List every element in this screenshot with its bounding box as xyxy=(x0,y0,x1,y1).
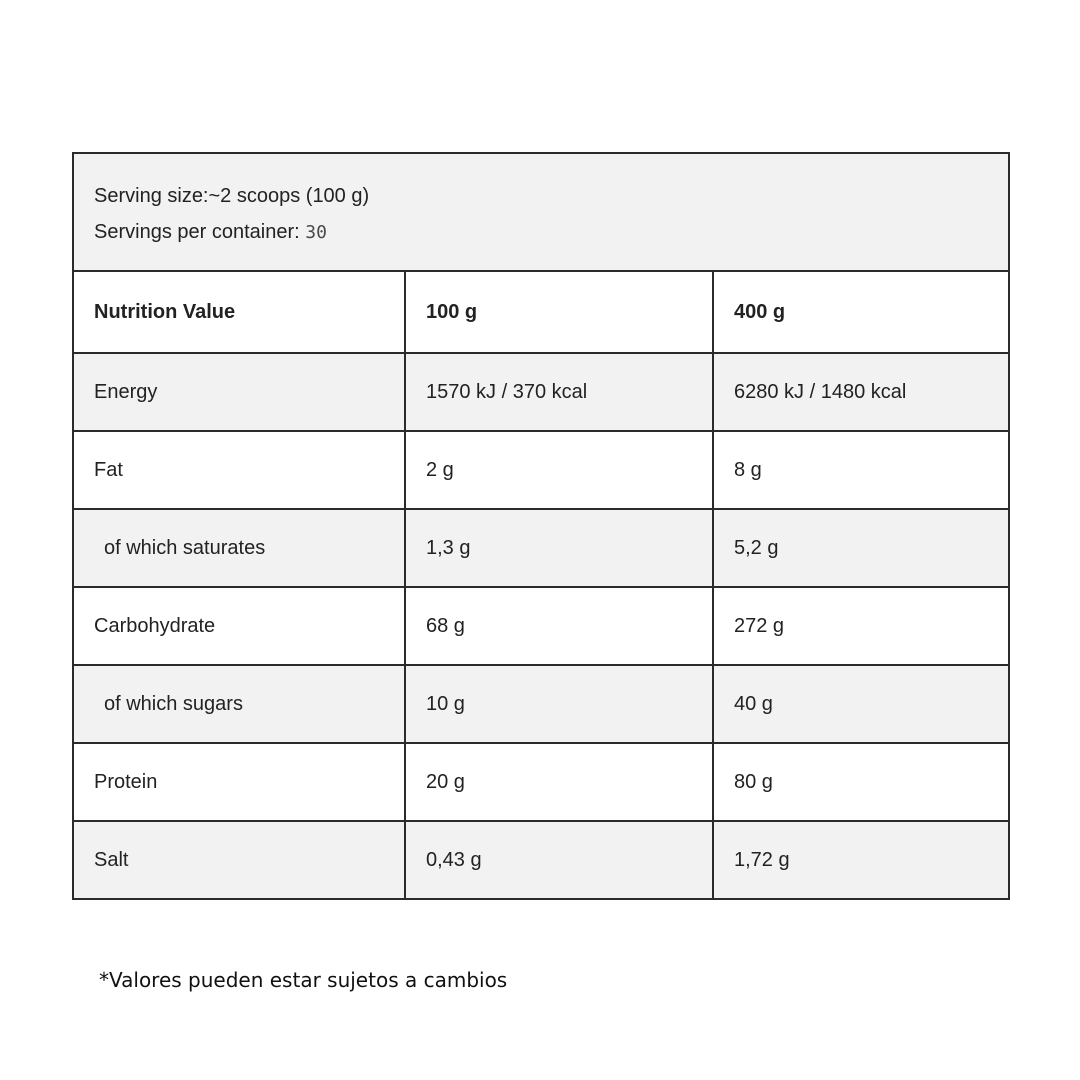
value-100g: 2 g xyxy=(405,431,713,509)
servings-per-container-value: 30 xyxy=(305,221,327,243)
header-400g: 400 g xyxy=(713,271,1009,353)
table-row-salt xyxy=(73,821,1009,899)
header-100g: 100 g xyxy=(405,271,713,353)
header-nutrition-value: Nutrition Value xyxy=(73,271,405,353)
value-100g: 68 g xyxy=(405,587,713,665)
nutrient-name: of which saturates xyxy=(73,509,405,587)
footnote: *Valores pueden estar sujetos a cambios xyxy=(99,968,508,992)
nutrient-name: Energy xyxy=(73,353,405,431)
table-header-row xyxy=(73,271,1009,353)
value-400g: 5,2 g xyxy=(713,509,1009,587)
nutrient-name: Carbohydrate xyxy=(73,587,405,665)
serving-size: Serving size:~2 scoops (100 g) xyxy=(94,184,370,207)
nutrient-name: of which sugars xyxy=(73,665,405,743)
table-row-carbohydrate xyxy=(73,587,1009,665)
nutrition-table xyxy=(72,152,1010,900)
servings-per-container xyxy=(94,214,1008,251)
value-400g: 40 g xyxy=(713,665,1009,743)
value-100g: 10 g xyxy=(405,665,713,743)
table-row-saturates xyxy=(73,509,1009,587)
table-row-fat xyxy=(73,431,1009,509)
value-400g: 6280 kJ / 1480 kcal xyxy=(713,353,1009,431)
value-100g: 1,3 g xyxy=(405,509,713,587)
table-row-energy xyxy=(73,353,1009,431)
table-row-protein xyxy=(73,743,1009,821)
serving-info-row xyxy=(73,153,1009,271)
nutrient-name: Fat xyxy=(73,431,405,509)
nutrient-name: Protein xyxy=(73,743,405,821)
value-100g: 0,43 g xyxy=(405,821,713,899)
nutrient-name: Salt xyxy=(73,821,405,899)
value-100g: 20 g xyxy=(405,743,713,821)
table-row-sugars xyxy=(73,665,1009,743)
value-100g: 1570 kJ / 370 kcal xyxy=(405,353,713,431)
value-400g: 80 g xyxy=(713,743,1009,821)
value-400g: 8 g xyxy=(713,431,1009,509)
serving-info-cell xyxy=(73,153,1009,271)
servings-per-container-label: Servings per container: xyxy=(94,220,300,243)
value-400g: 272 g xyxy=(713,587,1009,665)
value-400g: 1,72 g xyxy=(713,821,1009,899)
